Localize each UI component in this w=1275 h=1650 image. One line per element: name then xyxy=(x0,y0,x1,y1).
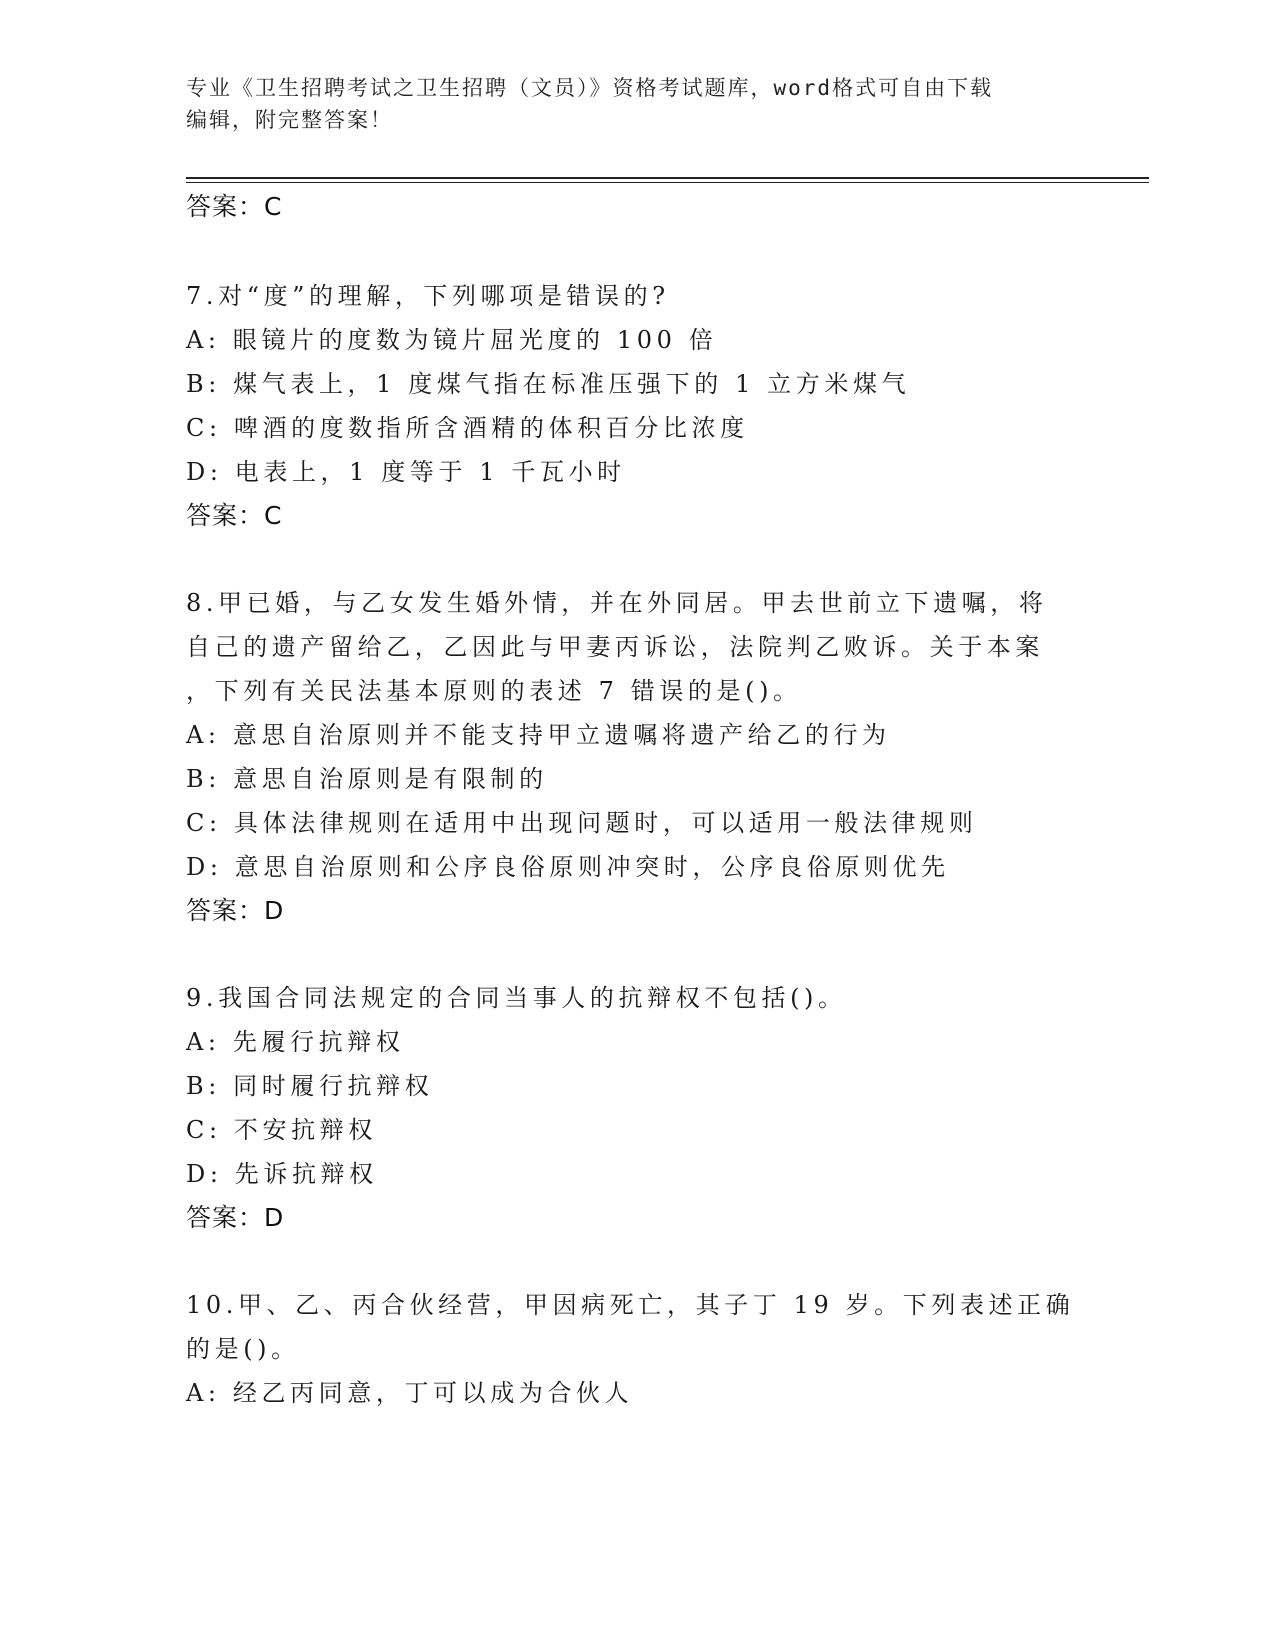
question-8-option-c: C: 具体法律规则在适用中出现问题时，可以适用一般法律规则 xyxy=(186,809,978,837)
answer-q8: 答案：D xyxy=(186,896,285,925)
answer-q7: 答案：C xyxy=(186,501,283,530)
question-9-option-d: D: 先诉抗辩权 xyxy=(186,1160,378,1188)
header-divider-thick xyxy=(186,177,1149,179)
question-7-option-b: B: 煤气表上，1 度煤气指在标准压强下的 1 立方米煤气 xyxy=(186,370,911,398)
question-7-option-c: C: 啤酒的度数指所含酒精的体积百分比浓度 xyxy=(186,414,749,442)
answer-q9: 答案：D xyxy=(186,1203,285,1232)
question-8-stem-line-3: ，下列有关民法基本原则的表述 7 错误的是()。 xyxy=(186,677,802,705)
question-8-option-b: B: 意思自治原则是有限制的 xyxy=(186,765,548,793)
question-8-option-d: D: 意思自治原则和公序良俗原则冲突时，公序良俗原则优先 xyxy=(186,853,950,881)
question-7-option-d: D: 电表上，1 度等于 1 千瓦小时 xyxy=(186,458,626,486)
question-10-stem-line-1: 10.甲、乙、丙合伙经营，甲因病死亡，其子丁 19 岁。下列表述正确 xyxy=(186,1291,1075,1319)
question-9-option-b: B: 同时履行抗辩权 xyxy=(186,1072,434,1100)
header-line-1: 专业《卫生招聘考试之卫生招聘（文员）》资格考试题库，word格式可自由下载 xyxy=(186,76,994,100)
question-7-option-a: A: 眼镜片的度数为镜片屈光度的 100 倍 xyxy=(186,326,718,354)
question-9-stem: 9.我国合同法规定的合同当事人的抗辩权不包括()。 xyxy=(186,984,847,1012)
question-8-option-a: A: 意思自治原则并不能支持甲立遗嘱将遗产给乙的行为 xyxy=(186,721,891,749)
question-9-option-a: A: 先履行抗辩权 xyxy=(186,1028,405,1056)
question-7-stem: 7.对“度”的理解，下列哪项是错误的? xyxy=(186,282,670,310)
question-8-stem-line-2: 自己的遗产留给乙，乙因此与甲妻丙诉讼，法院判乙败诉。关于本案 xyxy=(186,633,1044,661)
document-header xyxy=(186,72,1086,136)
question-9-option-c: C: 不安抗辩权 xyxy=(186,1116,377,1144)
question-10-stem-line-2: 的是()。 xyxy=(186,1335,300,1363)
answer-q6: 答案：C xyxy=(186,192,283,221)
header-divider-thin xyxy=(186,182,1149,183)
question-8-stem-line-1: 8.甲已婚，与乙女发生婚外情，并在外同居。甲去世前立下遗嘱，将 xyxy=(186,589,1048,617)
header-line-2: 编辑，附完整答案！ xyxy=(186,108,393,132)
question-10-option-a: A: 经乙丙同意，丁可以成为合伙人 xyxy=(186,1379,634,1407)
